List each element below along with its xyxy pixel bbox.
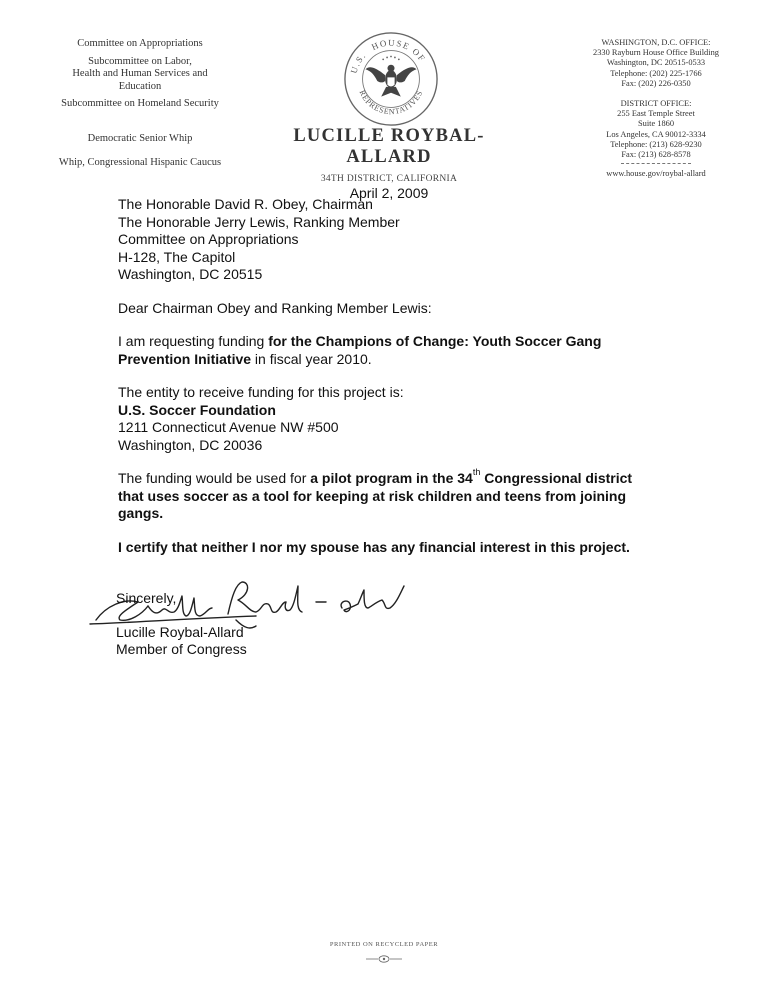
certification-text: I certify that neither I nor my spouse has any financial interest in this project. — [118, 538, 630, 555]
dc-office-title: WASHINGTON, D.C. OFFICE: — [601, 38, 711, 47]
dc-address-line: Washington, DC 20515-0533 — [606, 58, 706, 68]
letter-body — [118, 196, 658, 556]
use-text: The funding would be used for — [118, 470, 311, 486]
letterhead-right — [572, 38, 740, 179]
divider — [621, 163, 691, 164]
dc-phone: Telephone: (202) 225-1766 — [610, 68, 702, 78]
closing-block — [116, 590, 436, 658]
district-address-line: Los Angeles, CA 90012-3334 — [606, 129, 706, 139]
dc-fax: Fax: (202) 226-0350 — [621, 78, 691, 88]
district-office-title: DISTRICT OFFICE: — [620, 99, 692, 109]
subcommittee-line: Subcommittee on Labor, — [88, 55, 192, 67]
subcommittee-line: Subcommittee on Homeland Security — [61, 98, 219, 109]
recipient-address — [118, 196, 658, 284]
dc-address-line: 2330 Rayburn House Office Building — [593, 48, 719, 58]
salutation: Dear Chairman Obey and Ranking Member Lewis: — [118, 299, 432, 316]
whip-line: Democratic Senior Whip — [87, 132, 193, 144]
address-line: The Honorable Jerry Lewis, Ranking Member — [118, 213, 400, 230]
ordinal-suffix: th — [472, 467, 481, 478]
letterhead-name-block — [258, 126, 520, 201]
recycled-ornament-icon — [364, 953, 404, 965]
signer-name: Lucille Roybal-Allard — [116, 624, 244, 640]
district-address-line: 255 East Temple Street — [617, 109, 695, 119]
letter-date: April 2, 2009 — [349, 185, 429, 201]
use-paragraph — [118, 467, 658, 523]
seal-top-text: HOUSE OF — [370, 37, 428, 64]
address-line: The Honorable David R. Obey, Chairman — [118, 196, 373, 212]
address-line: H-128, The Capitol — [118, 248, 236, 265]
entity-name: U.S. Soccer Foundation — [118, 401, 276, 418]
certification-paragraph — [118, 539, 658, 557]
address-line: Washington, DC 20515 — [118, 266, 263, 282]
entity-address: Washington, DC 20036 — [118, 436, 263, 453]
district-phone: Telephone: (213) 628-9230 — [610, 139, 702, 149]
caucus-line: Whip, Congressional Hispanic Caucus — [58, 157, 222, 168]
use-bold-2: Congressional district that uses soccer as a tool for keeping at risk children and teens from joining gangs. — [118, 470, 633, 521]
svg-text:REPRESENTATIVES — [358, 89, 425, 116]
letterhead-left — [20, 38, 260, 170]
website: www.house.gov/roybal-allard — [606, 169, 706, 179]
closing-sincerely: Sincerely, — [116, 590, 177, 606]
district-line: 34TH DISTRICT, CALIFORNIA — [320, 174, 458, 184]
address-line: Committee on Appropriations — [118, 231, 299, 247]
entity-paragraph — [118, 384, 658, 454]
district-address-line: Suite 1860 — [637, 119, 675, 129]
signer-title: Member of Congress — [116, 641, 247, 657]
house-seal-icon — [342, 30, 440, 128]
request-project: for the Champions of Change: Youth Soccer Gang Prevention Initiative — [118, 333, 602, 367]
svg-text:U.S. — [349, 50, 369, 75]
member-name: LUCILLE ROYBAL-ALLARD — [293, 126, 485, 167]
footer-recycled: PRINTED ON RECYCLED PAPER — [329, 941, 439, 948]
request-year: in fiscal year 2010. — [251, 350, 372, 367]
subcommittee-line: Education — [118, 80, 162, 92]
subcommittee-line: Health and Human Services and — [72, 68, 208, 79]
entity-intro: The entity to receive funding for this project is: — [118, 384, 404, 400]
request-paragraph — [118, 333, 658, 368]
seal-bottom-text: REPRESENTATIVES — [357, 88, 425, 117]
entity-address: 1211 Connecticut Avenue NW #500 — [118, 419, 339, 435]
seal-left-text: U.S. — [348, 49, 369, 75]
committee-line: Committee on Appropriations — [77, 38, 203, 49]
request-text: I am requesting funding — [118, 333, 269, 349]
district-fax: Fax: (213) 628-8578 — [621, 150, 691, 160]
use-bold-1: a pilot program in the 34 — [310, 470, 473, 486]
